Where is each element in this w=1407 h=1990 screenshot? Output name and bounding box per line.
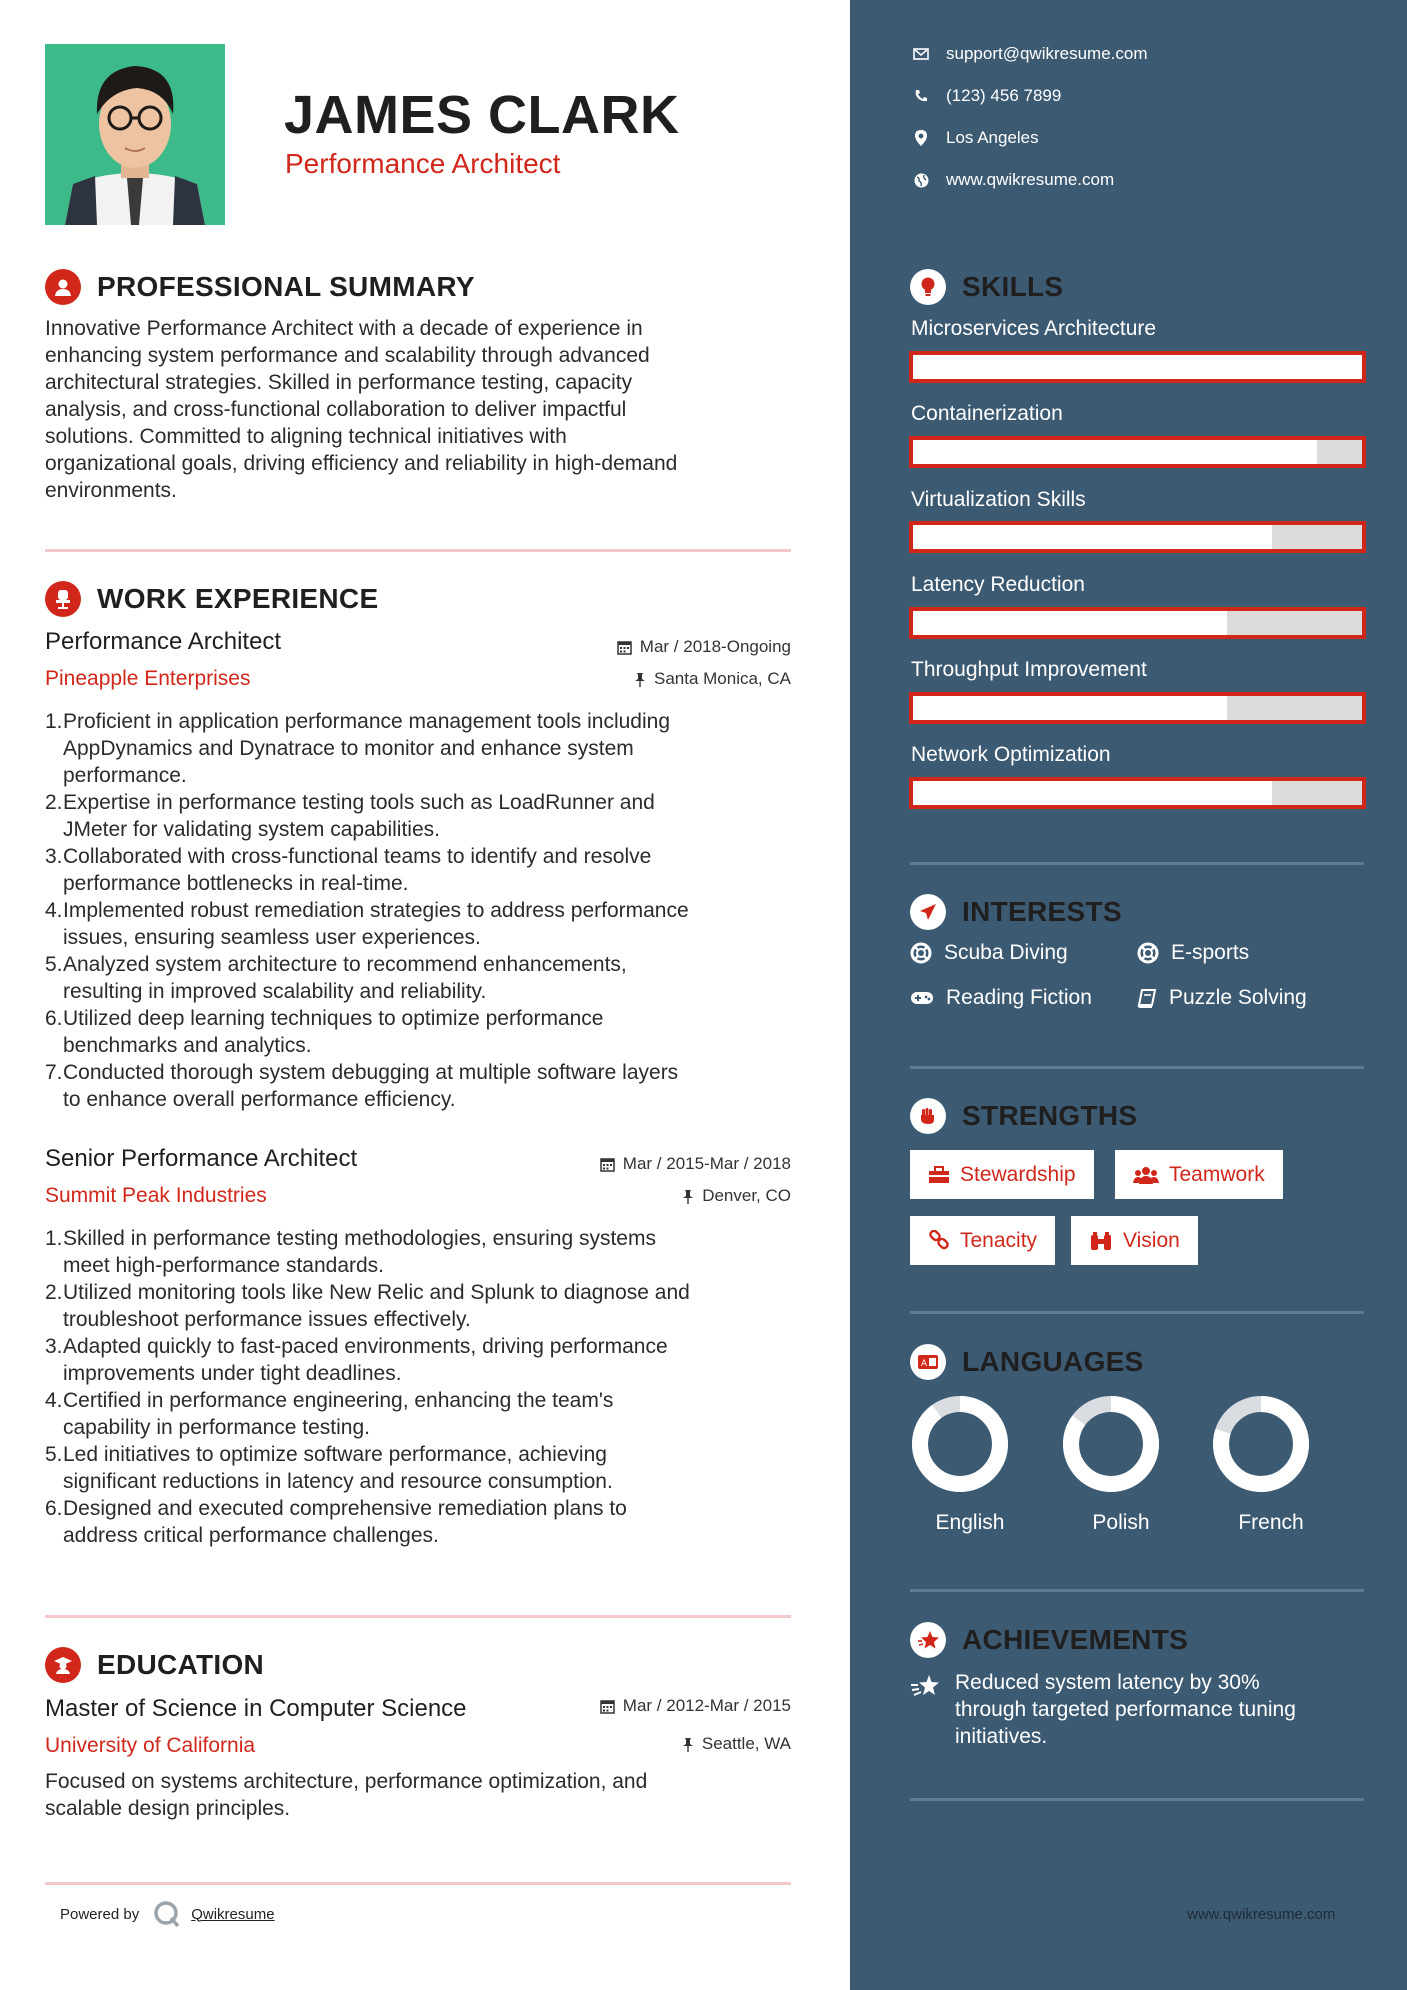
experience-header (45, 581, 378, 617)
sidebar-divider (910, 1589, 1364, 1592)
skill-fill (913, 611, 1227, 635)
education-header (45, 1647, 264, 1683)
users-icon (1133, 1165, 1159, 1185)
job-responsibilities (45, 708, 825, 1113)
skills-header (910, 269, 1063, 305)
skill-fill (913, 696, 1227, 720)
calendar-icon (600, 1699, 615, 1714)
gamepad-icon (910, 990, 934, 1006)
briefcase-chair-icon (45, 581, 81, 617)
map-pin-icon (910, 130, 932, 146)
qwikresume-link[interactable]: Qwikresume (191, 1905, 275, 1923)
strength-label: Tenacity (960, 1228, 1038, 1252)
list-item: 4. Certified in performance engineering, enhancing the team's capability in performance testing. (45, 1389, 614, 1439)
calendar-icon (600, 1157, 615, 1172)
skills-heading: SKILLS (962, 271, 1064, 302)
skill-label: Virtualization Skills (911, 488, 1086, 511)
achievement-line: through targeted performance tuning (955, 1698, 1296, 1721)
summary-line: Innovative Performance Architect with a decade of experience in (45, 317, 643, 340)
education-line: Focused on systems architecture, performance optimization, and (45, 1770, 648, 1793)
powered-by[interactable] (60, 1900, 275, 1928)
list-item: 5. Led initiatives to optimize software performance, achieving significant reductions in latency and resource consumption. (45, 1443, 613, 1493)
job-dates-text: Mar / 2018-Ongoing (639, 637, 791, 656)
email-text: support@qwikresume.com (946, 44, 1148, 63)
contact-location (910, 128, 1039, 148)
sidebar-divider (910, 1311, 1364, 1314)
job-location (520, 669, 791, 689)
book-icon (1137, 988, 1157, 1008)
education-location (520, 1734, 791, 1754)
star-icon (910, 1622, 946, 1658)
phone-icon (910, 89, 932, 103)
language-label: French (1238, 1511, 1304, 1534)
degree-title: Master of Science in Computer Science (45, 1695, 467, 1722)
list-item: 6. Utilized deep learning techniques to optimize performance benchmarks and analytics. (45, 1007, 604, 1057)
interest-item (910, 986, 1092, 1010)
shooting-star-icon (910, 1673, 940, 1699)
achievement-line: initiatives. (955, 1725, 1048, 1748)
section-divider (45, 549, 791, 552)
job-company: Pineapple Enterprises (45, 667, 251, 690)
list-item: 5. Analyzed system architecture to recommend enhancements, resulting in improved scalability and reliability. (45, 953, 627, 1003)
skill-label: Microservices Architecture (911, 317, 1157, 340)
strengths-header (910, 1098, 1137, 1134)
job-dates-text: Mar / 2015-Mar / 2018 (622, 1154, 791, 1173)
strength-chip (910, 1150, 1094, 1199)
skill-fill (913, 440, 1317, 464)
list-item: 6. Designed and executed comprehensive remediation plans to address critical performance challenges. (45, 1497, 627, 1547)
list-item: 1. Skilled in performance testing methodologies, ensuring systems meet high-performance standards. (45, 1227, 656, 1277)
experience-heading: WORK EXPERIENCE (97, 583, 379, 614)
languages-heading: LANGUAGES (962, 1346, 1144, 1377)
education-dates (520, 1696, 791, 1716)
summary-line: environments. (45, 479, 177, 502)
interest-item (910, 941, 1068, 965)
contact-website[interactable] (910, 170, 1114, 190)
globe-icon (910, 173, 932, 188)
calendar-icon (617, 640, 632, 655)
interest-label: E-sports (1171, 941, 1250, 964)
list-item: 3. Collaborated with cross-functional teams to identify and resolve performance bottlenecks in real-time. (45, 845, 652, 895)
phone-text: (123) 456 7899 (946, 86, 1062, 105)
job-location (520, 1186, 791, 1206)
achievement-text (955, 1669, 1355, 1750)
footer-website[interactable]: www.qwikresume.com (1187, 1906, 1336, 1923)
skill-label: Network Optimization (911, 743, 1111, 766)
summary-line: organizational goals, driving efficiency and reliability in high-demand (45, 452, 678, 475)
section-divider (45, 1882, 791, 1885)
education-heading: EDUCATION (97, 1649, 265, 1680)
list-item: 2. Expertise in performance testing tools such as LoadRunner and JMeter for validating system capabilities. (45, 791, 655, 841)
skill-bar (909, 692, 1366, 724)
language-ring (1061, 1394, 1161, 1494)
interest-item (1137, 986, 1307, 1010)
interest-label: Scuba Diving (944, 941, 1068, 964)
summary-line: solutions. Committed to aligning technical initiatives with (45, 425, 567, 448)
graduate-icon (45, 1647, 81, 1683)
strength-label: Teamwork (1169, 1162, 1265, 1186)
link-icon (928, 1230, 950, 1252)
skill-fill (913, 355, 1362, 379)
education-location-text: Seattle, WA (701, 1734, 791, 1753)
strength-chip (1115, 1150, 1283, 1199)
strength-label: Stewardship (960, 1162, 1076, 1186)
summary-heading: PROFESSIONAL SUMMARY (97, 271, 475, 302)
job-title: Performance Architect (45, 628, 282, 655)
skill-bar (909, 777, 1366, 809)
interests-header (910, 894, 1122, 930)
summary-text (45, 315, 825, 504)
job-title: Senior Performance Architect (45, 1145, 358, 1172)
skill-bar (909, 607, 1366, 639)
job-dates (520, 637, 791, 657)
job-location-text: Santa Monica, CA (653, 669, 791, 688)
toolbox-icon (928, 1166, 950, 1184)
list-item: 1. Proficient in application performance management tools including AppDynamics and Dynatrace to monitor and enhance system performance. (45, 710, 671, 787)
qwikresume-logo-icon (153, 1900, 181, 1928)
interests-heading: INTERESTS (962, 896, 1122, 927)
sidebar-divider (910, 1798, 1364, 1801)
skill-bar (909, 351, 1366, 383)
language-label: Polish (1092, 1511, 1150, 1534)
life-ring-icon (1137, 942, 1159, 964)
list-item: 4. Implemented robust remediation strategies to address performance issues, ensuring seamless user experiences. (45, 899, 689, 949)
skill-fill (913, 781, 1272, 805)
education-dates-text: Mar / 2012-Mar / 2015 (622, 1696, 791, 1715)
skill-label: Throughput Improvement (911, 658, 1147, 681)
location-text: Los Angeles (946, 128, 1039, 147)
paper-plane-icon (910, 894, 946, 930)
school-name: University of California (45, 1734, 256, 1757)
achievements-header (910, 1622, 1188, 1658)
language-ring (1211, 1394, 1311, 1494)
achievements-heading: ACHIEVEMENTS (962, 1624, 1189, 1655)
list-item: 3. Adapted quickly to fast-paced environments, driving performance improvements under tight deadlines. (45, 1335, 668, 1385)
education-line: scalable design principles. (45, 1797, 291, 1820)
strength-chip (1071, 1216, 1198, 1265)
achievement-line: Reduced system latency by 30% (955, 1671, 1260, 1694)
list-item: 7. Conducted thorough system debugging at multiple software layers to enhance overall performance efficiency. (45, 1061, 679, 1111)
lightbulb-icon (910, 269, 946, 305)
skill-fill (913, 525, 1272, 549)
sidebar-divider (910, 1066, 1364, 1069)
skill-bar (909, 436, 1366, 468)
contact-phone[interactable] (910, 86, 1061, 106)
ring-fill (920, 1404, 1000, 1484)
pushpin-icon (634, 672, 646, 687)
summary-line: analysis, and cross-functional collaboration to deliver impactful (45, 398, 627, 421)
fist-icon (910, 1098, 946, 1134)
skill-label: Containerization (911, 402, 1063, 425)
binoculars-icon (1089, 1231, 1113, 1251)
job-responsibilities (45, 1225, 825, 1549)
sidebar-divider (910, 862, 1364, 865)
profile-photo (45, 44, 225, 225)
summary-line: architectural strategies. Skilled in performance testing, capacity (45, 371, 633, 394)
interest-item (1137, 941, 1249, 965)
summary-header (45, 269, 475, 305)
strength-chip (910, 1216, 1055, 1265)
website-text: www.qwikresume.com (946, 170, 1115, 189)
job-location-text: Denver, CO (702, 1186, 791, 1205)
svg-text:A: A (921, 1359, 928, 1369)
strengths-heading: STRENGTHS (962, 1100, 1138, 1131)
summary-line: enhancing system performance and scalability through advanced (45, 344, 650, 367)
translate-icon (910, 1344, 946, 1380)
job-company: Summit Peak Industries (45, 1184, 267, 1207)
section-divider (45, 1615, 791, 1618)
languages-header (910, 1344, 1144, 1380)
contact-email[interactable] (910, 44, 1148, 64)
pushpin-icon (682, 1737, 694, 1752)
list-item: 2. Utilized monitoring tools like New Relic and Splunk to diagnose and troubleshoot performance issues effectively. (45, 1281, 690, 1331)
candidate-name: JAMES CLARK (284, 85, 680, 145)
powered-by-text: Powered by (60, 1905, 140, 1923)
pushpin-icon (682, 1189, 694, 1204)
life-ring-icon (910, 942, 932, 964)
skill-bar (909, 521, 1366, 553)
interest-label: Reading Fiction (946, 986, 1092, 1009)
language-label: English (935, 1511, 1005, 1534)
education-description (45, 1768, 825, 1822)
skill-label: Latency Reduction (911, 573, 1085, 596)
language-ring (910, 1394, 1010, 1494)
strength-label: Vision (1123, 1228, 1180, 1252)
candidate-title: Performance Architect (285, 148, 561, 179)
interest-label: Puzzle Solving (1169, 986, 1307, 1009)
job-dates (520, 1154, 791, 1174)
user-icon (45, 269, 81, 305)
envelope-icon (910, 48, 932, 60)
